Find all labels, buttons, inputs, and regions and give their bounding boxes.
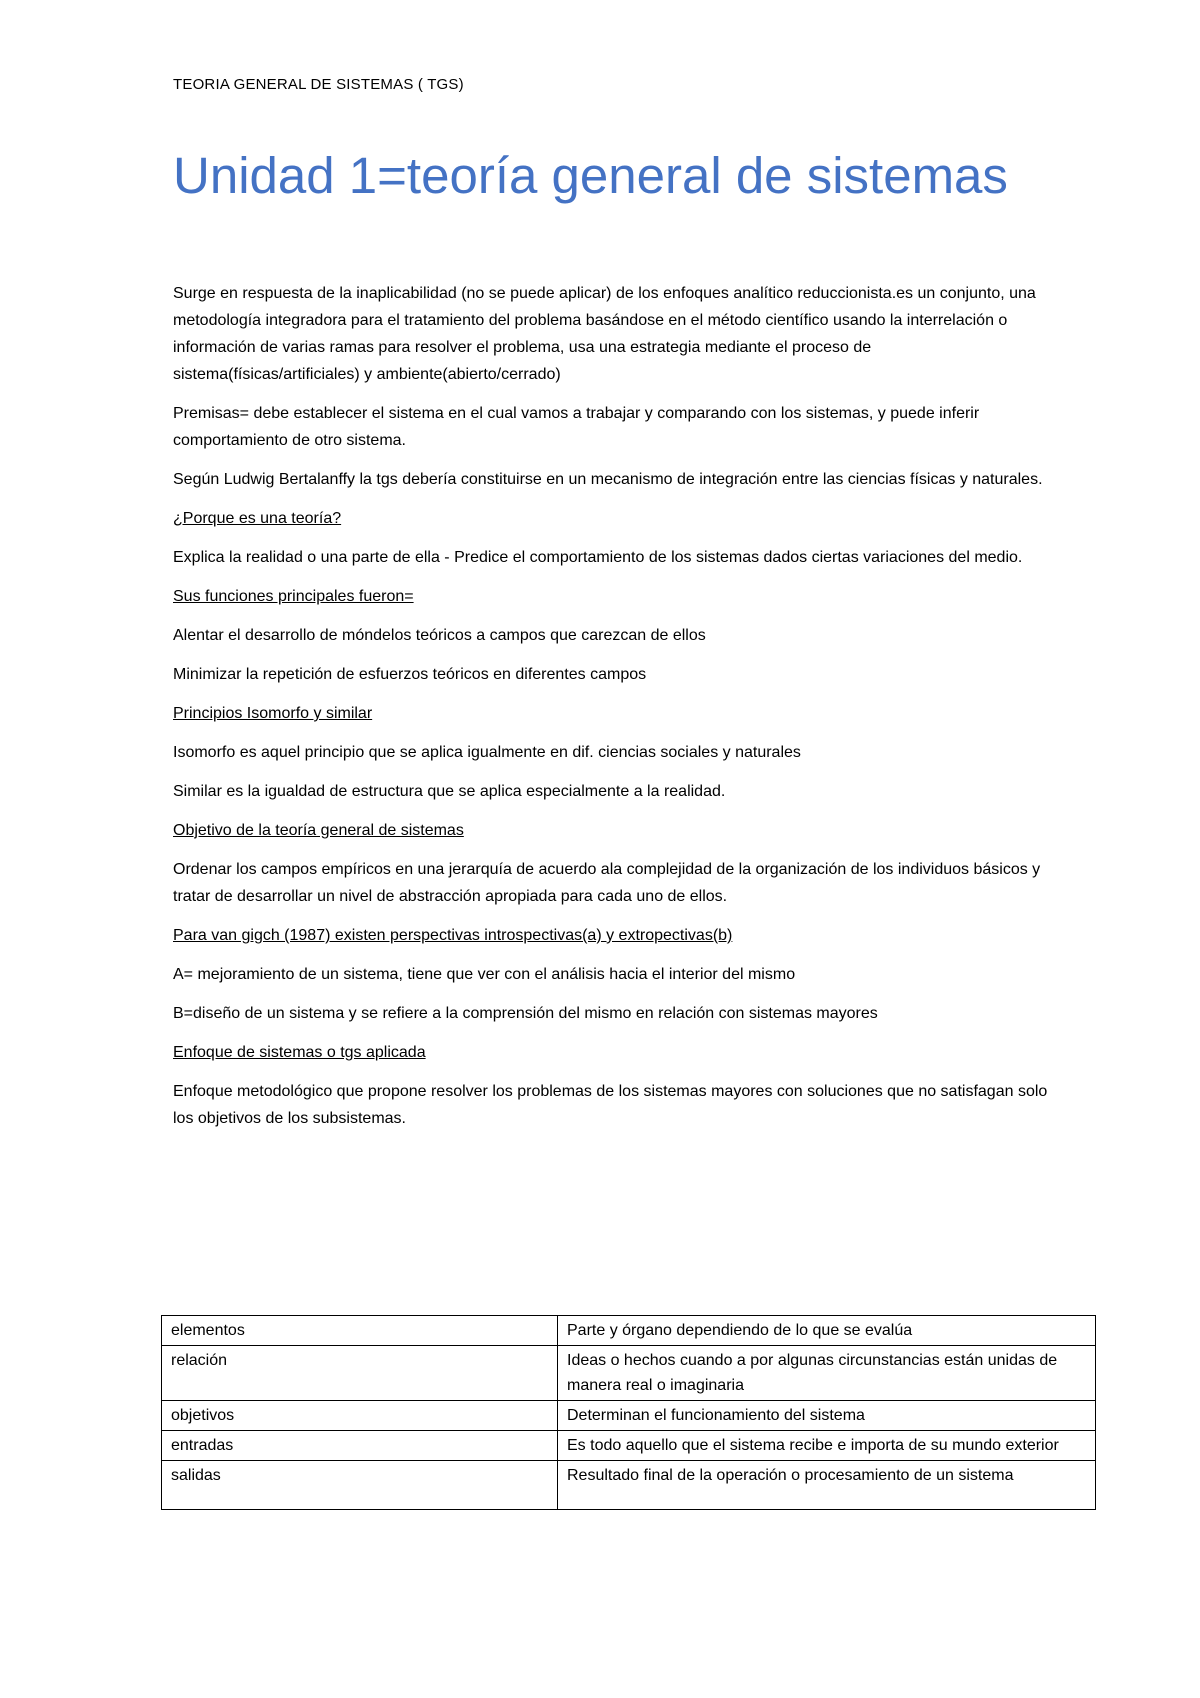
section-heading: Principios Isomorfo y similar [173, 705, 373, 722]
paragraph: Explica la realidad o una parte de ella - Predice el comportamiento de los sistemas dados ciertas variaciones del medio. [173, 549, 1023, 566]
definitions-table [161, 1315, 1096, 1510]
document-title: Unidad 1=teoría general de sistemas [173, 147, 1008, 204]
paragraph: Isomorfo es aquel principio que se aplica igualmente en dif. ciencias sociales y naturales [173, 744, 801, 761]
paragraph: Alentar el desarrollo de móndelos teóricos a campos que carezcan de ellos [173, 627, 706, 644]
table-cell-definition: Determinan el funcionamiento del sistema [558, 1401, 1096, 1431]
paragraph: Enfoque metodológico que propone resolver los problemas de los sistemas mayores con soluciones que no satisfagan solo los objetivos de los subsistemas. [173, 1083, 1048, 1127]
table-cell-definition: Ideas o hechos cuando a por algunas circunstancias están unidas de manera real o imaginaria [558, 1346, 1096, 1401]
table-cell-term: relación [162, 1346, 558, 1401]
table-row [162, 1346, 1096, 1401]
table-row [162, 1316, 1096, 1346]
paragraph: B=diseño de un sistema y se refiere a la comprensión del mismo en relación con sistemas mayores [173, 1005, 878, 1022]
table-cell-term: entradas [162, 1431, 558, 1461]
table-row [162, 1431, 1096, 1461]
table-cell-definition: Resultado final de la operación o procesamiento de un sistema [558, 1461, 1096, 1510]
table-row [162, 1401, 1096, 1431]
section-heading: Enfoque de sistemas o tgs aplicada [173, 1044, 426, 1061]
paragraph-premisas: Premisas= debe establecer el sistema en el cual vamos a trabajar y comparando con los sistemas, y puede inferir comportamiento de otro sistema. [173, 405, 980, 449]
table-cell-term: elementos [162, 1316, 558, 1346]
table-cell-definition: Parte y órgano dependiendo de lo que se evalúa [558, 1316, 1096, 1346]
paragraph: A= mejoramiento de un sistema, tiene que ver con el análisis hacia el interior del mismo [173, 966, 796, 983]
paragraph-intro: Surge en respuesta de la inaplicabilidad (no se puede aplicar) de los enfoques analítico reduccionista.es un conjunto, una metodología integradora para el tratamiento del problema basándose en el método científico usando la interrelación o información de varias ramas para resolver el problema, usa una estrategia mediante el proceso de sistema(físicas/artificiales) y ambiente(abierto/cerrado) [173, 285, 1036, 383]
table-row [162, 1461, 1096, 1510]
paragraph-bertalanffy: Según Ludwig Bertalanffy la tgs debería constituirse en un mecanismo de integración entre las ciencias físicas y naturales. [173, 471, 1043, 488]
section-heading: Objetivo de la teoría general de sistemas [173, 822, 464, 839]
document-header: TEORIA GENERAL DE SISTEMAS ( TGS) [173, 76, 464, 93]
table-cell-term: objetivos [162, 1401, 558, 1431]
paragraph: Minimizar la repetición de esfuerzos teóricos en diferentes campos [173, 666, 647, 683]
section-heading: ¿Porque es una teoría? [173, 510, 342, 527]
table-cell-definition: Es todo aquello que el sistema recibe e importa de su mundo exterior [558, 1431, 1096, 1461]
section-heading: Sus funciones principales fueron= [173, 588, 414, 605]
paragraph: Ordenar los campos empíricos en una jerarquía de acuerdo ala complejidad de la organización de los individuos básicos y tratar de desarrollar un nivel de abstracción apropiada para cada uno de ellos. [173, 861, 1041, 905]
paragraph: Similar es la igualdad de estructura que se aplica especialmente a la realidad. [173, 783, 726, 800]
table-cell-term: salidas [162, 1461, 558, 1510]
document-body [173, 280, 1053, 1144]
section-heading: Para van gigch (1987) existen perspectivas introspectivas(a) y extropectivas(b) [173, 927, 733, 944]
